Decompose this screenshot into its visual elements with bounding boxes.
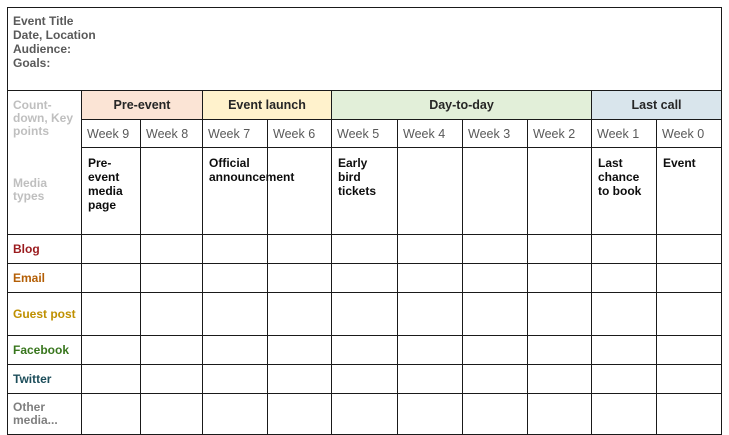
cell[interactable] (141, 264, 203, 293)
cell[interactable] (82, 235, 141, 264)
cell[interactable] (268, 264, 332, 293)
cell[interactable] (528, 394, 592, 435)
cell[interactable] (528, 336, 592, 365)
cell[interactable] (332, 365, 398, 394)
cell[interactable] (657, 293, 722, 336)
media-row-guest-post (8, 293, 722, 336)
cell[interactable] (463, 336, 528, 365)
cell[interactable] (398, 394, 463, 435)
cell[interactable] (268, 293, 332, 336)
phase-day-to-day: Day-to-day (332, 91, 592, 120)
cell[interactable] (657, 394, 722, 435)
cell[interactable] (332, 293, 398, 336)
cell[interactable] (203, 293, 268, 336)
cell[interactable] (592, 235, 657, 264)
cell[interactable] (141, 336, 203, 365)
key-point-week-2[interactable] (528, 148, 592, 235)
cell[interactable] (203, 394, 268, 435)
cell[interactable] (141, 235, 203, 264)
content-calendar (7, 7, 722, 435)
cell[interactable] (398, 264, 463, 293)
cell[interactable] (332, 264, 398, 293)
cell[interactable] (463, 264, 528, 293)
event-audience: Audience: (13, 42, 72, 56)
cell[interactable] (528, 235, 592, 264)
cell[interactable] (268, 336, 332, 365)
event-title: Event Title (13, 14, 74, 28)
week-4: Week 4 (398, 120, 463, 148)
key-point-week-6[interactable] (268, 148, 332, 235)
cell[interactable] (463, 394, 528, 435)
week-7: Week 7 (203, 120, 268, 148)
event-date-location: Date, Location (13, 28, 96, 42)
cell[interactable] (528, 293, 592, 336)
media-label-twitter: Twitter (8, 365, 82, 394)
cell[interactable] (528, 365, 592, 394)
week-6: Week 6 (268, 120, 332, 148)
phase-event-launch: Event launch (203, 91, 332, 120)
week-8: Week 8 (141, 120, 203, 148)
cell[interactable] (398, 235, 463, 264)
cell[interactable] (82, 336, 141, 365)
week-3: Week 3 (463, 120, 528, 148)
cell[interactable] (268, 365, 332, 394)
cell[interactable] (332, 235, 398, 264)
key-point-week-0[interactable]: Event (657, 148, 722, 235)
countdown-label: Count-down, Key points (13, 98, 74, 138)
cell[interactable] (463, 235, 528, 264)
media-label-blog: Blog (8, 235, 82, 264)
media-row-facebook (8, 336, 722, 365)
cell[interactable] (268, 394, 332, 435)
cell[interactable] (82, 394, 141, 435)
key-point-week-5[interactable]: Early bird tickets (332, 148, 398, 235)
media-row-blog (8, 235, 722, 264)
media-label-guest-post: Guest post (8, 293, 82, 336)
cell[interactable] (82, 293, 141, 336)
week-1: Week 1 (592, 120, 657, 148)
cell[interactable] (592, 394, 657, 435)
week-2: Week 2 (528, 120, 592, 148)
key-point-week-7[interactable]: Official announcement (203, 148, 268, 235)
cell[interactable] (657, 336, 722, 365)
cell[interactable] (141, 365, 203, 394)
cell[interactable] (398, 365, 463, 394)
cell[interactable] (82, 264, 141, 293)
cell[interactable] (332, 394, 398, 435)
cell[interactable] (463, 293, 528, 336)
cell[interactable] (528, 264, 592, 293)
media-row-email (8, 264, 722, 293)
cell[interactable] (82, 365, 141, 394)
key-point-week-9[interactable]: Pre-event media page (82, 148, 141, 235)
week-0: Week 0 (657, 120, 722, 148)
cell[interactable] (268, 235, 332, 264)
phase-pre-event: Pre-event (82, 91, 203, 120)
key-point-week-8[interactable] (141, 148, 203, 235)
week-5: Week 5 (332, 120, 398, 148)
event-goals: Goals: (13, 56, 51, 70)
media-label-other: Other media... (8, 394, 82, 435)
media-label-email: Email (8, 264, 82, 293)
calendar-table (7, 7, 722, 435)
cell[interactable] (141, 394, 203, 435)
phase-last-call: Last call (592, 91, 722, 120)
key-point-week-1[interactable]: Last chance to book (592, 148, 657, 235)
cell[interactable] (592, 365, 657, 394)
media-types-label: Media types (13, 176, 48, 203)
cell[interactable] (332, 336, 398, 365)
event-info-cell (8, 8, 722, 91)
key-point-week-3[interactable] (463, 148, 528, 235)
key-point-week-4[interactable] (398, 148, 463, 235)
media-row-twitter (8, 365, 722, 394)
cell[interactable] (657, 365, 722, 394)
cell[interactable] (203, 264, 268, 293)
cell[interactable] (463, 365, 528, 394)
cell[interactable] (398, 293, 463, 336)
cell[interactable] (141, 293, 203, 336)
cell[interactable] (203, 365, 268, 394)
media-row-other (8, 394, 722, 435)
week-9: Week 9 (82, 120, 141, 148)
cell[interactable] (203, 235, 268, 264)
cell[interactable] (592, 264, 657, 293)
cell[interactable] (657, 264, 722, 293)
cell[interactable] (657, 235, 722, 264)
media-label-facebook: Facebook (8, 336, 82, 365)
cell[interactable] (592, 293, 657, 336)
cell[interactable] (592, 336, 657, 365)
cell[interactable] (398, 336, 463, 365)
cell[interactable] (203, 336, 268, 365)
side-label-cell (8, 91, 82, 235)
